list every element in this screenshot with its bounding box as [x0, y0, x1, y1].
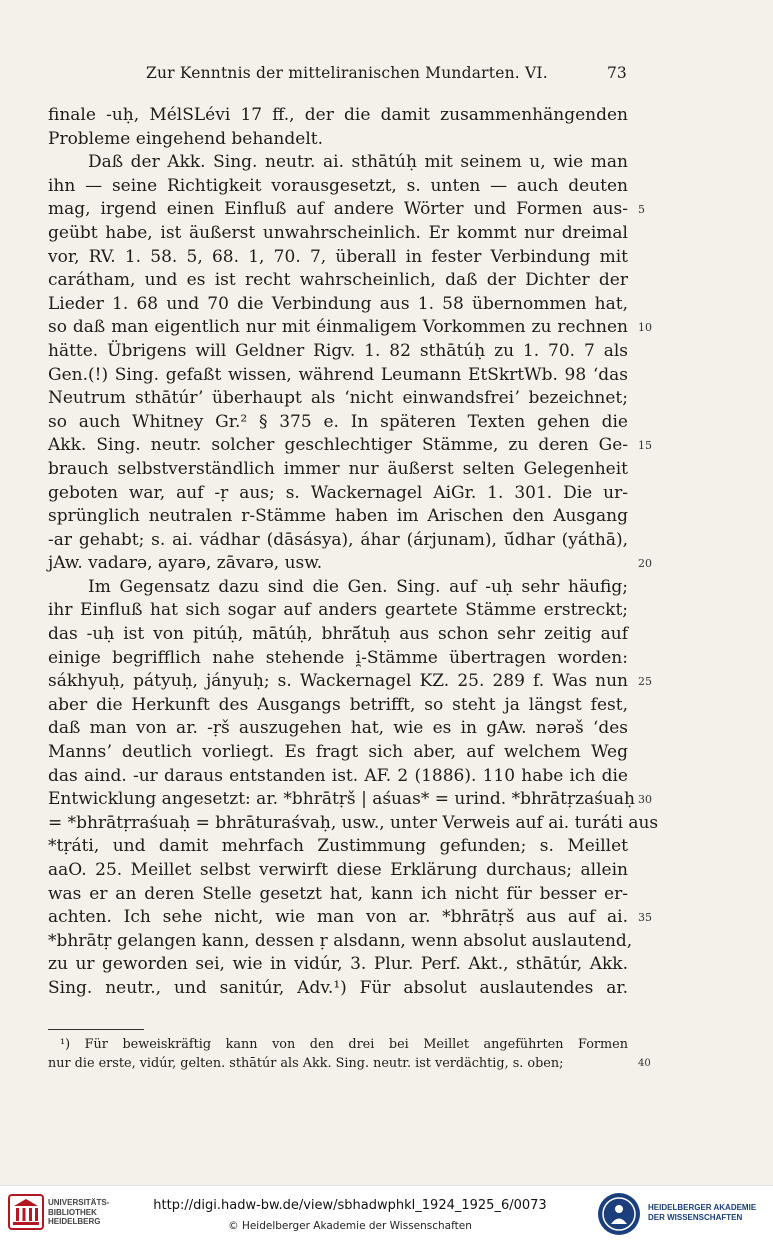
- text-line: aber die Herkunft des Ausgangs betrifft, so steht ja längst fest,: [48, 694, 628, 715]
- text-line: Gen.(!) Sing. gefaßt wissen, während Leumann EtSkrtWb. 98 ʻdas: [48, 364, 628, 385]
- line-number: 5: [638, 203, 645, 217]
- viewer-footer: [0, 1185, 773, 1241]
- text-line: *tṛáti, und damit mehrfach Zustimmung gefunden; s. Meillet: [48, 836, 628, 857]
- text-line: Mannsʼ deutlich vorliegt. Es fragt sich aber, auf welchem Weg: [48, 742, 628, 763]
- text-line: Probleme eingehend behandelt.: [48, 128, 323, 149]
- text-line: jAw. vadarə, ayarə, zāvarə, usw.: [48, 553, 323, 574]
- footnote-line: nur die erste, vidúr, gelten. sthātúr als Akk. Sing. neutr. ist verdächtig, s. oben;: [48, 1056, 564, 1071]
- text-line: Akk. Sing. neutr. solcher geschlechtiger Stämme, zu deren Ge-: [48, 435, 628, 456]
- text-line: was er an deren Stelle gesetzt hat, kann ich nicht für besser er-: [48, 883, 628, 904]
- text-line: -ar gehabt; s. ai. vádhar (dāsásya), áhar (árjunam), ū́dhar (yáthā),: [48, 529, 628, 550]
- body-text: [48, 104, 659, 1001]
- text-line: daß man von ar. -ṛš auszugehen hat, wie es in gAw. nərəš ʻdes: [48, 718, 628, 739]
- text-line: ihr Einfluß hat sich sogar auf anders geartete Stämme erstreckt;: [48, 600, 628, 621]
- text-line: geboten war, auf -ṛ aus; s. Wackernagel AiGr. 1. 301. Die ur-: [48, 482, 628, 503]
- text-line: Neutrum sthātúrʼ überhaupt als ʻnicht einwandsfreiʼ bezeichnet;: [48, 388, 628, 409]
- permalink-url[interactable]: http://digi.hadw-bw.de/view/sbhadwphkl_1924_1925_6/0073: [153, 1198, 547, 1213]
- footnote-line: ¹) Für beweiskräftig kann von den drei bei Meillet angeführten Formen: [60, 1037, 628, 1052]
- text-line: achten. Ich sehe nicht, wie man von ar. *bhrātṛš aus auf ai.: [48, 907, 628, 928]
- university-library-emblem-icon[interactable]: [8, 1194, 44, 1230]
- text-line: carátham, und es ist recht wahrscheinlich, daß der Dichter der: [48, 270, 628, 291]
- text-line: zu ur geworden sei, wie in vidúr, 3. Plur. Perf. Akt., sthātúr, Akk.: [48, 954, 628, 975]
- text-line: geübt habe, ist äußerst unwahrscheinlich. Er kommt nur dreimal: [48, 222, 628, 243]
- text-line: vor, RV. 1. 58. 5, 68. 1, 70. 7, überall in fester Verbindung mit: [48, 246, 628, 267]
- text-line: ihn — seine Richtigkeit vorausgesetzt, s. unten — auch deuten: [48, 175, 628, 196]
- text-line: *bhrātṛ gelangen kann, dessen ṛ alsdann, wenn absolut auslautend,: [48, 930, 633, 951]
- text-line: so daß man eigentlich nur mit éinmaligem Vorkommen zu rechnen: [48, 317, 628, 338]
- line-number: 10: [638, 321, 652, 335]
- page-number: 73: [607, 64, 627, 82]
- text-line: Daß der Akk. Sing. neutr. ai. sthātúḥ mit seinem u, wie man: [88, 152, 628, 173]
- line-number: 15: [638, 439, 652, 453]
- line-number: 40: [638, 1058, 651, 1069]
- text-line: einige begrifflich nahe stehende i̯-Stämme übertragen worden:: [48, 647, 628, 668]
- line-number: 25: [638, 675, 652, 689]
- page-header: [0, 64, 773, 86]
- text-line: hätte. Übrigens will Geldner Rigv. 1. 82 sthātúḥ zu 1. 70. 7 als: [48, 340, 628, 361]
- text-line: aaO. 25. Meillet selbst verwirft diese Erklärung durchaus; allein: [48, 860, 628, 880]
- text-line: sákhyuḥ, pátyuḥ, jányuḥ; s. Wackernagel KZ. 25. 289 f. Was nun: [48, 671, 628, 692]
- footnote-rule: [48, 1029, 144, 1030]
- text-line: brauch selbstverständlich immer nur äußerst selten Gelegenheit: [48, 458, 628, 479]
- text-line: Entwicklung angesetzt: ar. *bhrātṛš | aśuas* = urind. *bhrātṛzaśuaḥ: [48, 789, 635, 810]
- footnotes: [48, 1035, 651, 1073]
- text-line: finale -uḥ, MélSLévi 17 ff., der die damit zusammenhängenden: [48, 105, 628, 125]
- academy-seal-icon[interactable]: [596, 1191, 642, 1237]
- library-name: UNIVERSITÄTS- BIBLIOTHEK HEIDELBERG: [48, 1198, 110, 1226]
- academy-name: HEIDELBERGER AKADEMIE DER WISSENSCHAFTEN: [648, 1203, 757, 1222]
- line-number: 20: [638, 557, 652, 571]
- text-line: das aind. -ur daraus entstanden ist. AF. 2 (1886). 110 habe ich die: [48, 765, 628, 786]
- text-line: = *bhrātṛraśuaḥ = bhrāturaśvaḥ, usw., unter Verweis auf ai. turáti aus: [48, 812, 659, 833]
- text-line: Im Gegensatz dazu sind die Gen. Sing. auf -uḥ sehr häufig;: [88, 576, 628, 597]
- text-line: so auch Whitney Gr.² § 375 e. In späteren Texten gehen die: [48, 411, 628, 432]
- line-number: 30: [638, 793, 652, 807]
- running-title: Zur Kenntnis der mitteliranischen Mundarten. VI.: [146, 64, 548, 82]
- line-number: 35: [638, 911, 652, 925]
- copyright-notice: © Heidelberger Akademie der Wissenschaften: [228, 1220, 472, 1232]
- text-line: Sing. neutr., und sanitúr, Adv.¹) Für absolut auslautendes ar.: [48, 977, 628, 998]
- text-line: Lieder 1. 68 und 70 die Verbindung aus 1. 58 übernommen hat,: [48, 293, 628, 314]
- text-line: sprünglich neutralen r-Stämme haben im Arischen den Ausgang: [48, 506, 628, 527]
- text-line: mag, irgend einen Einfluß auf andere Wörter und Formen aus-: [48, 199, 628, 220]
- text-line: das -uḥ ist von pitúḥ, mātúḥ, bhrā́tuḥ aus schon sehr zeitig auf: [48, 624, 628, 645]
